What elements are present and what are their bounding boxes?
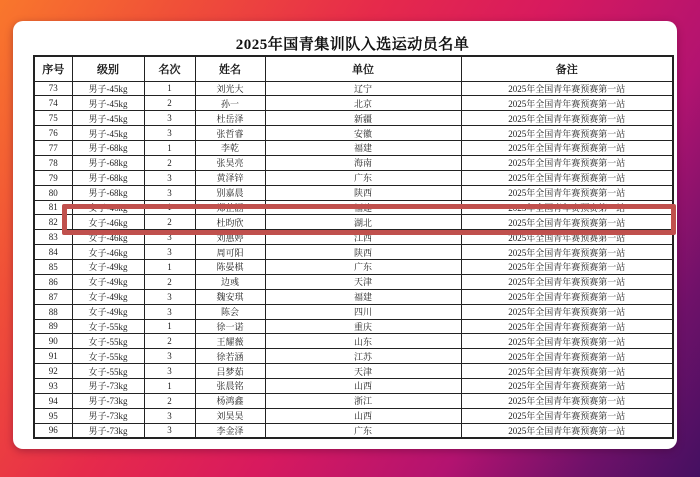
- document-page: [13, 21, 677, 449]
- table-row: [34, 215, 673, 230]
- table-cell: 重庆: [265, 319, 461, 334]
- table-cell: 女子-55kg: [72, 349, 144, 364]
- table-cell: 女子-46kg: [72, 200, 144, 215]
- table-cell: 84: [34, 245, 72, 260]
- table-cell: 辽宁: [265, 81, 461, 96]
- table-cell: 天津: [265, 364, 461, 379]
- table-cell: 92: [34, 364, 72, 379]
- table-cell: 徐一诺: [195, 319, 265, 334]
- table-cell: 男子-73kg: [72, 408, 144, 423]
- table-body: [34, 81, 673, 438]
- table-cell: 海南: [265, 155, 461, 170]
- table-cell: 男子-68kg: [72, 185, 144, 200]
- table-cell: 2025年全国青年赛预赛第一站: [461, 170, 673, 185]
- table-cell: 3: [144, 170, 195, 185]
- table-cell: 广东: [265, 260, 461, 275]
- table-cell: 女子-46kg: [72, 215, 144, 230]
- table-cell: 87: [34, 289, 72, 304]
- table-cell: 杨鸿鑫: [195, 393, 265, 408]
- table-cell: 陈晏棋: [195, 260, 265, 275]
- table-cell: 吕梦茹: [195, 364, 265, 379]
- table-cell: 2025年全国青年赛预赛第一站: [461, 81, 673, 96]
- table-cell: 江西: [265, 230, 461, 245]
- table-row: [34, 230, 673, 245]
- table-cell: 2025年全国青年赛预赛第一站: [461, 200, 673, 215]
- table-cell: 2025年全国青年赛预赛第一站: [461, 155, 673, 170]
- table-cell: 2: [144, 155, 195, 170]
- table-cell: 2025年全国青年赛预赛第一站: [461, 111, 673, 126]
- column-header: 单位: [265, 56, 461, 81]
- table-cell: 1: [144, 260, 195, 275]
- table-cell: 81: [34, 200, 72, 215]
- table-cell: 3: [144, 289, 195, 304]
- table-row: [34, 185, 673, 200]
- table-cell: 孙一: [195, 96, 265, 111]
- table-cell: 黄泽锌: [195, 170, 265, 185]
- table-header-row: [34, 56, 673, 81]
- table-cell: 3: [144, 245, 195, 260]
- table-row: [34, 349, 673, 364]
- table-cell: 2025年全国青年赛预赛第一站: [461, 215, 673, 230]
- table-cell: 四川: [265, 304, 461, 319]
- table-cell: 91: [34, 349, 72, 364]
- table-cell: 2025年全国青年赛预赛第一站: [461, 245, 673, 260]
- table-cell: 2025年全国青年赛预赛第一站: [461, 96, 673, 111]
- table-row: [34, 379, 673, 394]
- table-cell: 86: [34, 274, 72, 289]
- table-row: [34, 334, 673, 349]
- table-cell: 2: [144, 215, 195, 230]
- table-cell: 3: [144, 230, 195, 245]
- table-row: [34, 141, 673, 156]
- table-row: [34, 319, 673, 334]
- table-cell: 广东: [265, 170, 461, 185]
- table-cell: 男子-68kg: [72, 155, 144, 170]
- table-cell: 福建: [265, 200, 461, 215]
- table-cell: 2025年全国青年赛预赛第一站: [461, 319, 673, 334]
- table-cell: 北京: [265, 96, 461, 111]
- table-row: [34, 423, 673, 438]
- table-cell: 福建: [265, 141, 461, 156]
- table-cell: 张哲睿: [195, 126, 265, 141]
- table-cell: 男子-45kg: [72, 96, 144, 111]
- table-row: [34, 170, 673, 185]
- table-cell: 女子-55kg: [72, 334, 144, 349]
- table-cell: 2: [144, 96, 195, 111]
- table-cell: 2025年全国青年赛预赛第一站: [461, 334, 673, 349]
- table-cell: 山西: [265, 408, 461, 423]
- table-cell: 2025年全国青年赛预赛第一站: [461, 379, 673, 394]
- table-cell: 男子-73kg: [72, 423, 144, 438]
- table-cell: 75: [34, 111, 72, 126]
- table-cell: 2025年全国青年赛预赛第一站: [461, 289, 673, 304]
- table-cell: 杜岳泽: [195, 111, 265, 126]
- table-cell: 2: [144, 393, 195, 408]
- table-cell: 2025年全国青年赛预赛第一站: [461, 393, 673, 408]
- table-cell: 2025年全国青年赛预赛第一站: [461, 260, 673, 275]
- table-cell: 陕西: [265, 185, 461, 200]
- table-row: [34, 200, 673, 215]
- table-cell: 3: [144, 111, 195, 126]
- table-cell: 湖北: [265, 215, 461, 230]
- table-cell: 刘昊昊: [195, 408, 265, 423]
- table-cell: 江苏: [265, 349, 461, 364]
- table-cell: 张昊亮: [195, 155, 265, 170]
- table-row: [34, 274, 673, 289]
- table-row: [34, 155, 673, 170]
- column-header: 姓名: [195, 56, 265, 81]
- table-cell: 2025年全国青年赛预赛第一站: [461, 126, 673, 141]
- column-header: 级别: [72, 56, 144, 81]
- table-row: [34, 245, 673, 260]
- table-cell: 刘惠婷: [195, 230, 265, 245]
- table-cell: 2025年全国青年赛预赛第一站: [461, 304, 673, 319]
- table-cell: 李乾: [195, 141, 265, 156]
- table-cell: 83: [34, 230, 72, 245]
- table-cell: 93: [34, 379, 72, 394]
- table-cell: 山西: [265, 379, 461, 394]
- table-cell: 男子-68kg: [72, 170, 144, 185]
- table-cell: 78: [34, 155, 72, 170]
- table-cell: 山东: [265, 334, 461, 349]
- table-cell: 74: [34, 96, 72, 111]
- table-row: [34, 304, 673, 319]
- table-cell: 女子-55kg: [72, 364, 144, 379]
- column-header: 名次: [144, 56, 195, 81]
- table-cell: 刘光大: [195, 81, 265, 96]
- table-cell: 2025年全国青年赛预赛第一站: [461, 408, 673, 423]
- table-cell: 82: [34, 215, 72, 230]
- table-cell: 男子-45kg: [72, 126, 144, 141]
- table-cell: 女子-49kg: [72, 274, 144, 289]
- table-cell: 3: [144, 364, 195, 379]
- table-cell: 王耀薇: [195, 334, 265, 349]
- table-row: [34, 260, 673, 275]
- table-cell: 女子-49kg: [72, 260, 144, 275]
- table-row: [34, 126, 673, 141]
- table-cell: 2025年全国青年赛预赛第一站: [461, 423, 673, 438]
- table-row: [34, 96, 673, 111]
- table-row: [34, 408, 673, 423]
- table-cell: 李金泽: [195, 423, 265, 438]
- table-cell: 徐若涵: [195, 349, 265, 364]
- table-cell: 新疆: [265, 111, 461, 126]
- page-title: 2025年国青集训队入选运动员名单: [235, 37, 470, 53]
- table-cell: 男子-68kg: [72, 141, 144, 156]
- table-cell: 2025年全国青年赛预赛第一站: [461, 349, 673, 364]
- table-cell: 89: [34, 319, 72, 334]
- table-cell: 95: [34, 408, 72, 423]
- table-cell: 76: [34, 126, 72, 141]
- table-cell: 73: [34, 81, 72, 96]
- table-cell: 男子-45kg: [72, 111, 144, 126]
- column-header: 序号: [34, 56, 72, 81]
- table-row: [34, 364, 673, 379]
- table-row: [34, 393, 673, 408]
- table-cell: 2: [144, 274, 195, 289]
- table-cell: 男子-45kg: [72, 81, 144, 96]
- table-cell: 3: [144, 349, 195, 364]
- table-cell: 福建: [265, 289, 461, 304]
- table-cell: 2025年全国青年赛预赛第一站: [461, 230, 673, 245]
- table-cell: 94: [34, 393, 72, 408]
- table-cell: 2: [144, 334, 195, 349]
- column-header: 备注: [461, 56, 673, 81]
- table-cell: 1: [144, 141, 195, 156]
- table-cell: 2025年全国青年赛预赛第一站: [461, 141, 673, 156]
- table-cell: 浙江: [265, 393, 461, 408]
- table-cell: 魏安琪: [195, 289, 265, 304]
- table-cell: 男子-73kg: [72, 379, 144, 394]
- table-cell: 1: [144, 319, 195, 334]
- table-cell: 陕西: [265, 245, 461, 260]
- table-cell: 77: [34, 141, 72, 156]
- table-cell: 郑芷涵: [195, 200, 265, 215]
- table-cell: 女子-46kg: [72, 230, 144, 245]
- table-cell: 杜昀欣: [195, 215, 265, 230]
- table-cell: 2025年全国青年赛预赛第一站: [461, 364, 673, 379]
- table-cell: 2025年全国青年赛预赛第一站: [461, 185, 673, 200]
- table-cell: 天津: [265, 274, 461, 289]
- athlete-roster-table: [33, 55, 674, 439]
- table-cell: 广东: [265, 423, 461, 438]
- table-cell: 边彧: [195, 274, 265, 289]
- table-cell: 张晨铭: [195, 379, 265, 394]
- table-cell: 96: [34, 423, 72, 438]
- table-cell: 3: [144, 126, 195, 141]
- table-cell: 3: [144, 423, 195, 438]
- table-cell: 女子-49kg: [72, 304, 144, 319]
- table-cell: 1: [144, 379, 195, 394]
- table-cell: 别嘉晨: [195, 185, 265, 200]
- table-cell: 90: [34, 334, 72, 349]
- table-cell: 88: [34, 304, 72, 319]
- table-cell: 1: [144, 81, 195, 96]
- table-cell: 3: [144, 304, 195, 319]
- table-cell: 2025年全国青年赛预赛第一站: [461, 274, 673, 289]
- table-cell: 陈会: [195, 304, 265, 319]
- table-row: [34, 289, 673, 304]
- table-cell: 80: [34, 185, 72, 200]
- table-cell: 85: [34, 260, 72, 275]
- table-row: [34, 111, 673, 126]
- table-cell: 3: [144, 185, 195, 200]
- table-cell: 女子-55kg: [72, 319, 144, 334]
- table-cell: 女子-49kg: [72, 289, 144, 304]
- table-cell: 男子-73kg: [72, 393, 144, 408]
- table-cell: 1: [144, 200, 195, 215]
- table-cell: 3: [144, 408, 195, 423]
- table-cell: 周可阳: [195, 245, 265, 260]
- table-cell: 女子-46kg: [72, 245, 144, 260]
- table-cell: 79: [34, 170, 72, 185]
- table-cell: 安徽: [265, 126, 461, 141]
- table-row: [34, 81, 673, 96]
